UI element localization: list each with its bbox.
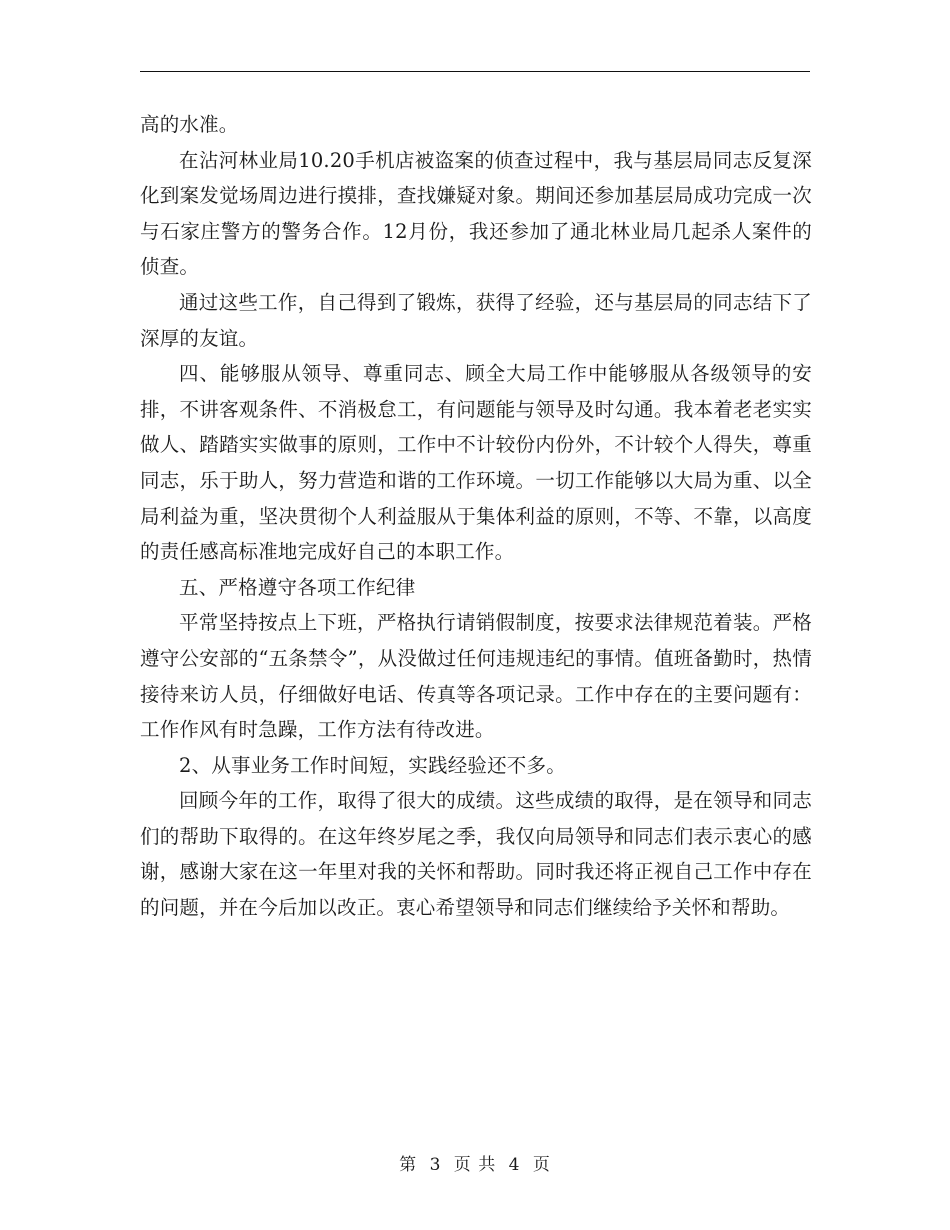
paragraph-2: 在沾河林业局10.20手机店被盗案的侦查过程中，我与基层局同志反复深化到案发觉场周边进行摸排，查找嫌疑对象。期间还参加基层局成功完成一次与石家庄警方的警务合作。12月份，我还参加了通北林业局几起杀人案件的侦查。 xyxy=(140,148,812,279)
footer-suffix: 页 xyxy=(532,1155,551,1175)
paragraph-4: 四、能够服从领导、尊重同志、顾全大局工作中能够服从各级领导的安排，不讲客观条件、不消极怠工，有问题能与领导及时勾通。我本着老老实实做人、踏踏实实做事的原则，工作中不计较份内份外，不计较个人得失，尊重同志，乐于助人，努力营造和谐的工作环境。一切工作能够以大局为重、以全局利益为重，坚决贯彻个人利益服从于集体利益的原则，不等、不靠，以高度的责任感高标准地完成好自己的本职工作。 xyxy=(140,362,812,564)
paragraph-6: 平常坚持按点上下班，严格执行请销假制度，按要求法律规范着装。严格遵守公安部的“五条禁令”，从没做过任何违规违纪的事情。值班备勤时，热情接待来访人员，仔细做好电话、传真等各项记录。工作中存在的主要问题有：工作作风有时急躁，工作方法有待改进。 xyxy=(140,611,812,742)
paragraph-1: 高的水准。 xyxy=(140,113,239,136)
paragraph-5-heading: 五、严格遵守各项工作纪律 xyxy=(179,575,416,599)
paragraph-7: 2、从事业务工作时间短，实践经验还不多。 xyxy=(179,753,566,777)
paragraph-8: 回顾今年的工作，取得了很大的成绩。这些成绩的取得，是在领导和同志们的帮助下取得的。在这年终岁尾之季，我仅向局领导和同志们表示衷心的感谢，感谢大家在这一年里对我的关怀和帮助。同时我还将正视自己工作中存在的问题，并在今后加以改正。衷心希望领导和同志们继续给予关怀和帮助。 xyxy=(140,789,812,920)
document-body xyxy=(140,107,812,926)
footer-total-pages: 4 xyxy=(508,1155,521,1175)
paragraph-3: 通过这些工作，自己得到了锻炼，获得了经验，还与基层局的同志结下了深厚的友谊。 xyxy=(140,290,812,350)
footer-middle: 页 共 xyxy=(453,1155,497,1175)
footer-prefix: 第 xyxy=(399,1155,418,1175)
page-footer xyxy=(0,1154,950,1176)
header-rule xyxy=(140,71,810,72)
footer-page-number: 3 xyxy=(429,1155,442,1175)
